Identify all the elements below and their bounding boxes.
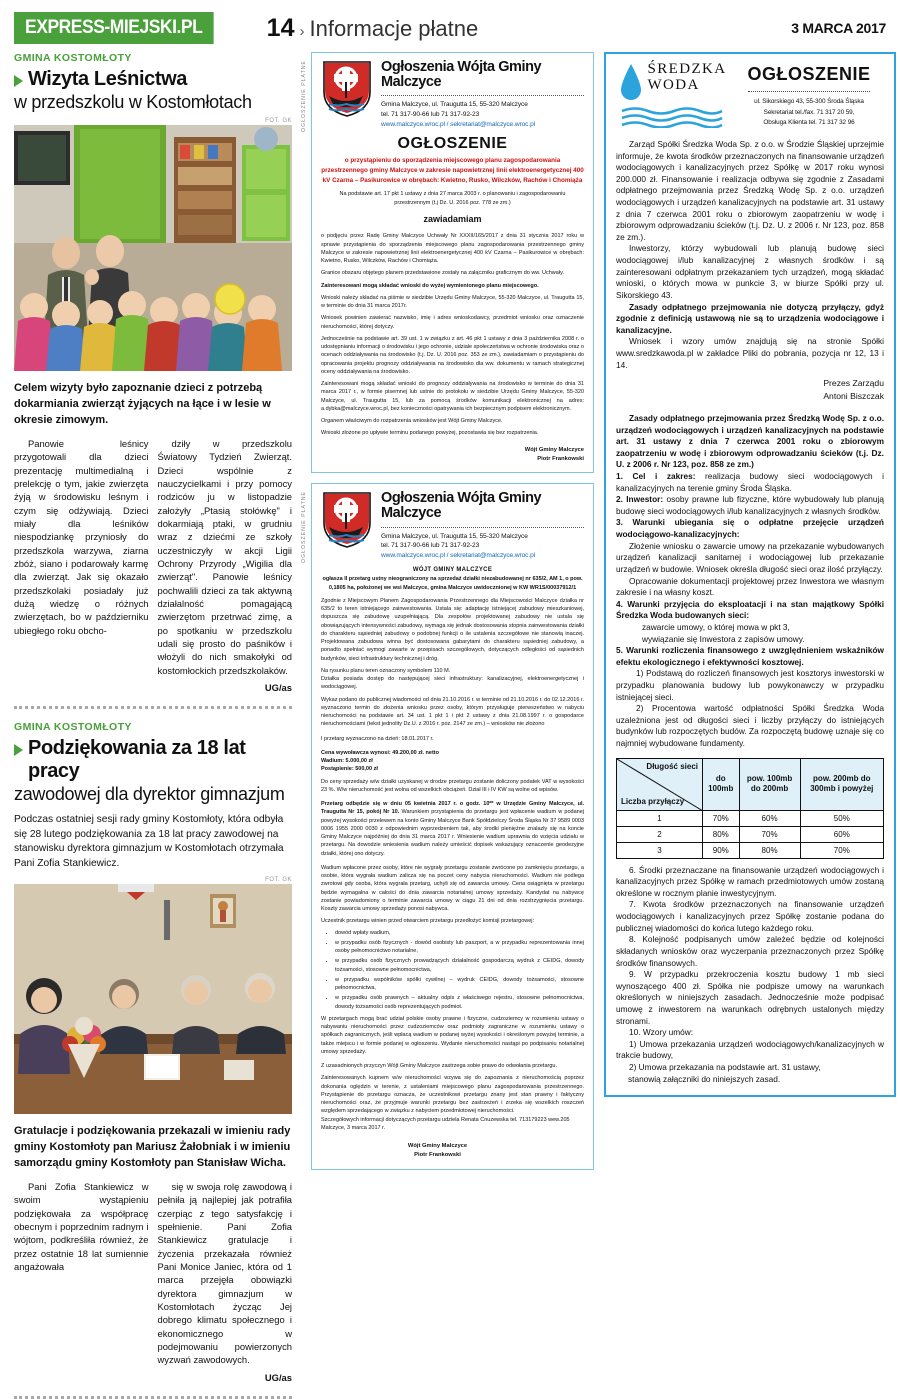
- rule-5-label: 5. Warunki rozliczenia finansowego z uwzględnieniem wskaźników efektu ekologicznego i efektywności kosztowej.: [616, 645, 884, 667]
- right-ads-column: [604, 52, 896, 1251]
- paid-ad-label: OGŁOSZENIE PŁATNE: [301, 60, 307, 132]
- logo-line-1: ŚREDZKA: [647, 61, 727, 77]
- ad-paragraph: Wnioski należy składać na piśmie w siedzibie Urzędu Gminy Malczyce, 55-320 Malczyce, ul. Traugutta 15, w terminie do dnia 31 marca 2017r.: [321, 294, 584, 310]
- rule-10-3: stanowią załączniki do niniejszych zasad.: [628, 1073, 781, 1084]
- cell-value: 60%: [800, 826, 883, 842]
- list-item: • w przypadku wspólników spółki cywilnej – wydruk CEIDG, dowody tożsamości, stosowne pełnomocnictwa,: [335, 976, 584, 993]
- photo-illustration: [14, 884, 292, 1114]
- ad-header: [321, 491, 584, 561]
- rule-9: 9. W przypadku przekroczenia kosztu budowy 1 mb sieci wynoszącego 400 zł. Spółka nie podpisze umowy na warunkach określonych w niniejszych zasadach. Jednocześnie może podpisać umowę z inwestorem na warunkach odrębnych ustalonych między stronami.: [616, 969, 884, 1026]
- ad-contact: [381, 532, 584, 562]
- rule-4-text-1: zawarcie umowy, o której mowa w pkt 3,: [642, 621, 790, 632]
- ad-heading: OGŁOSZENIE: [747, 64, 871, 84]
- table-row: [617, 842, 884, 858]
- column-header-3: pow. 200mb do 300mb i powyżej: [800, 758, 883, 810]
- list-item: • dowód wpłaty wadium,: [335, 929, 584, 937]
- cell-value: 80%: [703, 826, 740, 842]
- divider: [381, 95, 584, 96]
- row-label: 1: [617, 810, 703, 826]
- body-text: dziły w przedszkolu Światowy Tydzień Zwierząt. Dzieci wspólnie z nauczycielkami i przy pomocy rodziców ju w listopadzie założyły „Ptasią stołówkę" i dokarmiają ptaki, w grudniu wraz z dziećmi ze szkoły uczestniczyły w akcji Ligii Ochrony Przyrody „Wigilia dla zwierząt". Panowie leśnicy pochwalili dzieci za tak aktywną działalność pomagającą zwierzętom przetrwać zimę, a po spotkaniu w przedszkolu udali się prosto do paśników i włożyli do nich smakołyki od kostomłockich przedszkolaków.: [157, 437, 292, 676]
- section-title: Informacje płatne: [309, 15, 479, 41]
- article-lead: Gratulacje i podziękowania przekazali w imieniu rady gminy Kostomłoty pan Mariusz Żałobniak i w imieniu samorządu gminy Kostomłoty pan Stanisław Wicha.: [14, 1125, 291, 1169]
- ad-header: [616, 62, 884, 133]
- divider: [748, 91, 870, 92]
- malczyce-coat-of-arms-icon: [321, 60, 373, 123]
- cell-value: 70%: [800, 842, 883, 858]
- ad-paragraph: Zainteresowani mogą składać wnioski do prognozy oddziaływania na środowisko w terminie do dnia 31 marca 2017 r., w formie pisemnej lub ustnie do protokołu w siedzibie Urzędu Gminy Malczyce, 55-320 Malczyce, ul. Traugutta 15, lub za pomocą środków komunikacji elektronicznej na adres: a.dybka@malczyce.wroc.pl, bez konieczności opatrywania ich bezpiecznym podpisem elektronicznym.: [321, 381, 584, 412]
- ad-box: [311, 483, 594, 1169]
- signature-title: Wójt Gminy Malczyce: [407, 1143, 468, 1149]
- ad-subheading: o przystąpieniu do sporządzenia miejscowego planu zagospodarowania przestrzennego gminy Malczyce w zakresie napowietrznej linii elektroenergetycznej 400 kV Czarna – Pasikurowice w obrębach: Kwietno, Rusko, Wilczków, Rachów i Chomiąża: [321, 157, 584, 184]
- ad-rules-continued: [616, 865, 884, 1086]
- arrow-bullet-icon: [14, 75, 23, 87]
- article-intro: Podczas ostatniej sesji rady gminy Kostomłoty, która odbyła się 28 lutego podziękowania za 18 lat pracy zawodowej na stanowisku dyrektora gimnazjum w Kostomłotach otrzymała Pani Zofia Stankiewicz.: [14, 813, 284, 870]
- ad-contact: [734, 97, 884, 129]
- rule-3-text-2: Opracowanie dokumentacji projektowej przez Inwestora we własnym zakresie i na własny koszt.: [616, 575, 884, 598]
- list-item: • w przypadku osób fizycznych prowadzących działalność gospodarczą wydruk z CEIDG, dowody tożsamości, stosowne pełnomocnictwa,: [335, 957, 584, 974]
- article-headline: Podziękowania za 18 lat pracy: [28, 737, 246, 782]
- issue-date: 3 MARCA 2017: [791, 20, 886, 36]
- contact-web[interactable]: www.malczyce.wroc.pl / sekretariat@malczyce.wroc.pl: [381, 121, 536, 129]
- ad-rules: [616, 413, 884, 750]
- ad-declaration: zawiadamiam: [423, 213, 482, 224]
- rule-3-label: 3. Warunki ubiegania się o odpłatne przejęcie urządzeń wodociągowo-kanalizacyjnych:: [616, 517, 884, 540]
- cell-value: 70%: [703, 810, 740, 826]
- ad-body: [321, 190, 584, 437]
- rule-10-1: 1) Umowa przekazania urządzeń wodociągowych/kanalizacyjnych w trakcie budowy,: [616, 1038, 884, 1061]
- ad-paragraph: Inwestorzy, którzy wybudowali lub planują budowę sieci wodociągowej i/lub kanalizacyjnej z własnych środków i są zainteresowani odpłatnym przekazaniem tych urządzeń, mogą składać wnioski, o których mowa w punkcie 3, w biurze Spółki przy ul. Sikorskiego 43.: [616, 243, 884, 300]
- ad-paragraph: Zarząd Spółki Średzka Woda Sp. z o.o. w Środzie Śląskiej uprzejmie informuje, że kwota środków przeznaczonych na finansowanie urządzeń wodociągowych i kanalizacyjnych przez Spółkę w 2017 roku wynosi 200.000 zł. Finansowanie i realizacja odbywa się zgodnie z Zasadami odpłatnego przejmowania przez Średzką Wodę Sp. z o.o. urządzeń wodociągowych i urządzeń kanalizacyjnych na podstawie art. 31 ustawy z dnia 7 czerwca 2001 roku o zbiorowym zaopatrzeniu w wodę i zbiorowym odprowadzaniu ścieków (t.j. Dz. U. z 2006 r. Nr 123, poz. 858 ze zm.).: [616, 139, 884, 242]
- ad-body: [321, 597, 584, 1132]
- ad-paragraph: Wnioski złożone po upływie terminu podanego powyżej, pozostawia się bez rozpatrzenia.: [321, 430, 539, 437]
- contact-phone: tel. 71 317-90-66 lub 71 317-92-23: [381, 111, 480, 119]
- body-column-left: [14, 1180, 149, 1384]
- contact-address: Gmina Malczyce, ul. Traugutta 15, 55-320 Malczyce: [381, 532, 528, 540]
- rule-1-text: realizacja budowy sieci wodociągowych i kanalizacyjnych na terenie gminy Środa Śląska.: [616, 471, 885, 493]
- ad-malczyce-przetarg: [302, 483, 594, 1169]
- malczyce-coat-of-arms-icon: [321, 491, 373, 554]
- column-header-2: pow. 100mb do 200mb: [739, 758, 800, 810]
- list-item: • w przypadku osób prawnych – aktualny odpis z właściwego rejestru, stosowne pełnomocnictwa, dowody tożsamości osób reprezentujących podmiot.: [335, 994, 584, 1011]
- ad-paragraph: o podjęciu przez Radę Gminy Malczyce Uchwały Nr XXXII/165/2017 z dnia 31 stycznia 2017 roku w sprawie przystąpienia do sporządzenia miejscowego planu zagospodarowania przestrzennego gminy Malczyce w zakresie napowietrznej linii elektroenergetycznej 400 kV Czarna – Pasikurowice w obrębach: Kwietno, Rusko, Wilczków, Rachów i Chomiąża.: [321, 233, 584, 265]
- rule-6: 6. Środki przeznaczane na finansowanie urządzeń wodociągowych i kanalizacyjnych przez Spółkę w ramach przedmiotowych umów zostaną określone w rocznym planie inwestycyjnym.: [616, 864, 884, 898]
- ad-auction-datetime: Przetarg odbędzie się w dniu 05 kwietnia 2017 r. o godz. 10ºº w Urzędzie Gminy Malczyce, ul. Traugutta Nr 15, pokój Nr 10.: [321, 801, 584, 816]
- article-body: [14, 1180, 292, 1384]
- ad-paragraph: Z uzasadnionych przyczyn Wójt Gminy Malczyce zastrzega sobie prawo do odwołania przetargu.: [321, 1063, 557, 1069]
- ad-heading: WÓJT GMINY MALCZYCE: [412, 567, 493, 574]
- article-subhead: zawodowej dla dyrektor gimnazjum: [14, 784, 285, 805]
- ad-sredzka-woda: [604, 52, 896, 1097]
- ad-paragraph: Wykaz podano do publicznej wiadomości od dnia 21.10.2016 r. w terminie od 21.10.2016 r. do 02.12.2016 r. wyznaczono termin do złożenia wniosku przez osoby, którym przysługuje pierwszeństwo w nabyciu nieruchomości na podstawie art. 34 ust. 1 pkt 1 i pkt 2 ustawy z dnia 21.08.1997 r. o gospodarce nieruchomościami (tekst jednolity Dz.U. z 2016 r. poz. 2147 ze zm.) – wniosków nie złożono: [321, 696, 584, 728]
- ad-paragraph: Wadium wpłacone przez osoby, które nie wygrały przetargu zostanie zwrócone po zamknięciu przetargu, a osobie, która wygrała wadium zalicza się na poczet ceny nabycia nieruchomości. Wadium nie podlega zwrotowi gdy osoba, która wygrała przetarg, uchyli się od zawarcia umowy. Cena osiągnięta w przetargu będzie wymagalna w całości do dnia zawarcia notarialnej umowy sprzedaży. Kandydat na nabywcę zostanie powiadomiony o terminie zawarcia umowy w ciągu 21 dni od dnia rozstrzygnięcia przetargu. Koszty zawarcia umowy sprzedaży ponosi nabywca.: [321, 864, 584, 912]
- list-item: • w przypadku osób fizycznych - dowód osobisty lub paszport, a w przypadku reprezentowania innej osoby pełnomocnictwo notarialne,: [335, 939, 584, 956]
- table-corner-cell: [617, 758, 703, 810]
- ad-paragraph: Wniosek i wzory umów znajdują się na stronie Spółki www.sredzkawoda.pl w zakładce Pliki do pobrania, pozycja nr 12, 13 i 14.: [616, 336, 884, 370]
- rule-2-label: 2. Inwestor:: [616, 494, 664, 505]
- ad-header: [321, 60, 584, 130]
- ad-paragraph: Zainteresowanych kupnem w/w nieruchomości wzywa się do zapoznania z nieruchomością poprzez dokonania oględzin w terenie, z ustaleniami miejscowego planu zagospodarowania przestrzennego. Przystąpienie do przetargu oznacza, że uczestnikowi przetargu znany jest stan prawny i faktyczny nieruchomości oraz, że przyjmuje warunki przetargu bez zastrzeżeń i zrzeka się wszelkich roszczeń względem sprzedającego w związku z nabyciem przedmiotowej nieruchomości.: [321, 1075, 584, 1115]
- row-label: 2: [617, 826, 703, 842]
- article-kicker: GMINA KOSTOMŁOTY: [14, 52, 132, 64]
- article-headline: Wizyta Leśnictwa: [28, 68, 188, 90]
- ad-paragraph: Warunkiem przystąpienia do przetargu jest wpłacenie wadium w podanej powyżej wysokości przelewem na konto Gminy Malczyce Bank Spółdzielczy Środa Śląska Nr 37 9589 0003 0006 1955 2000 0030 z odpowiednim wyprzedzeniem tak, aby środki pieniężne znalazły się na koncie Gminy Malczyce najpóźniej do dnia 31 marca 2017 r. Wniesienie wadium uprawnia do wzięcia udziału w przetargu. Na dowodzie wniesienia wadium należy umieścić dopisek wskazujący oznaczenie geodezyjne działki, której ono dotyczy.: [321, 809, 585, 857]
- table-row: [617, 826, 884, 842]
- contact-web[interactable]: www.malczyce.wroc.pl / sekretariat@malczyce.wroc.pl: [381, 552, 536, 560]
- page-columns: [0, 46, 900, 1383]
- photo-credit: FOT. GK: [265, 118, 292, 125]
- signature-name: Piotr Frankowski: [414, 1152, 461, 1159]
- corner-label-top: Długość sieci: [646, 761, 698, 771]
- editorial-column: [14, 52, 292, 1383]
- section-divider: [14, 706, 292, 709]
- divider: [381, 527, 584, 528]
- signature-title: Wójt Gminy Malczyce: [524, 446, 584, 453]
- contact-address: ul. Sikorskiego 43, 55-300 Środa Śląska: [754, 98, 864, 105]
- masthead: [0, 0, 900, 46]
- photo-illustration: [14, 125, 292, 371]
- ad-body: [616, 139, 884, 371]
- article-kicker: GMINA KOSTOMŁOTY: [14, 721, 132, 734]
- ad-signature: [321, 1142, 584, 1161]
- body-text: Pani Zofia Stankiewicz w swoim wystąpieniu podziękowała za współpracę obecnym i poprzednim radnym i wójtom, podkreśliła również, że przez ostatnie 18 lat sumiennie angażowała: [14, 1180, 149, 1272]
- ad-signature: [321, 446, 584, 465]
- column-header-1: do 100mb: [703, 758, 740, 810]
- signature-name: Antoni Biszczak: [823, 391, 884, 402]
- table-header-row: [617, 758, 884, 810]
- article-photo-council: [14, 884, 292, 1114]
- ad-requirements-list: [321, 929, 584, 1011]
- rule-10: 10. Wzory umów:: [629, 1027, 694, 1038]
- article-lead: Celem wizyty było zapoznanie dzieci z potrzebą dokarmiania zwierząt żyjących na łące i w lesie w okresie zimowym.: [14, 382, 271, 426]
- ad-paragraph: Na rysunku planu teren oznaczony symbolem 110 M.: [321, 667, 451, 674]
- page-number: 14: [266, 13, 295, 42]
- cell-value: 80%: [739, 842, 800, 858]
- contact-customer-service: Obsługa Klienta tel. 71 317 32 96: [763, 119, 855, 127]
- rule-8: 8. Kolejność podpisanych umów zależeć będzie od kolejności składanych wniosków oraz wyczerpania przeznaczonych przez Spółkę środków finansowych.: [616, 934, 884, 968]
- water-drop-icon: [618, 62, 644, 106]
- article-body: [14, 437, 292, 695]
- ad-deposit: Wadium: 5.000,00 zł: [321, 758, 373, 764]
- rule-5-text-1: 1) Podstawą do rozliczeń finansowych jest kosztorys inwestorski w przypadku planowania budowy lub powykonawczy w przypadku istniejącej sieci.: [616, 668, 884, 702]
- rule-7: 7. Kwota środków przeznaczonych na finansowanie urządzeń wodociągowych i kanalizacyjnych przez Spółkę zostanie podana do publicznej wiadomości do końca lutego każdego roku.: [616, 899, 884, 933]
- cell-value: 50%: [800, 810, 883, 826]
- publication-logo[interactable]: EXPRESS-MIEJSKI.PL: [14, 12, 213, 44]
- contact-address: Gmina Malczyce, ul. Traugutta 15, 55-320 Malczyce: [381, 101, 528, 109]
- rule-5-text-2: 2) Procentowa wartość odpłatności Spółki Średzka Woda uzależniona jest od długości sieci i liczby przyłączy do istniejących budynków lub rozpoczętych budów. Za rozpoczętą budowę uznaje się co najmniej wybudowane fundamenty.: [616, 703, 884, 749]
- ad-title: Ogłoszenia Wójta Gminy Malczyce: [381, 59, 542, 91]
- contact-secretariat: Sekretariat tel./fax. 71 317 20 59,: [763, 108, 855, 116]
- article-wizyta-lesnictwa: [14, 52, 292, 694]
- ad-paragraph: Na podstawie art. 17 pkt 1 ustawy z dnia 27 marca 2003 r. o planowaniu i zagospodarowaniu przestrzennym (t.j Dz. U. 2016 poz. 778 ze zm.): [339, 191, 566, 206]
- ad-paragraph: Jednocześnie na podstawie art. 39 ust. 1 w związku z art. 46 pkt 1 ustawy z dnia 3 października 2008 r. o udostępnianiu informacji o środowisku i jego ochronie, udziale społeczeństwa w ochronie środowiska oraz o ocenach oddziaływania na środowisko (t.j. Dz. U. 2016 poz. 353 ze zm.), zawiadamiam o przystąpieniu do opracowania projektu prognozy oddziaływania na środowisko dla ww. dokumentu w ramach strategicznej oceny oddziaływania na środowisko.: [321, 335, 584, 375]
- cell-value: 90%: [703, 842, 740, 858]
- rule-4-text-2: wywiązanie się Inwestora z zapisów umowy.: [642, 633, 805, 644]
- ad-paragraph: Działka posiada dostęp do następującej sieci infrastruktury: kanalizacyjnej, elektroenergetycznej i wodociągowej.: [321, 676, 584, 691]
- arrow-bullet-icon: [14, 744, 23, 756]
- ad-paragraph: I przetarg wyznaczono na dzień: 18.01.2017 r.: [321, 735, 434, 742]
- rule-3-text-1: Złożenie wniosku o zawarcie umowy na przekazanie wybudowanych urządzeń kanalizacji sanitarnej i wodociągowej lub przekazanie urządzeń w budowie. Wniosek określa długość sieci oraz ilość przyłączy.: [616, 540, 884, 574]
- ad-bid-step: Postąpienie: 500,00 zł: [321, 766, 378, 773]
- waves-icon: [620, 106, 724, 128]
- logo-line-2: WODA: [647, 76, 700, 93]
- rules-intro: Zasady odpłatnego przejmowania przez Średzką Wodę Sp. z o.o. urządzeń wodociągowych i urządzeń kanalizacyjnych na podstawie art. 31 ustawy z dnia 7 czerwca 2001 roku o zbiorowym zaopatrzeniu w wodę i zbiorowym odprowadzaniu ścieków (t.j. Dz. U. z 2006 r. Nr 123, poz. 858 ze zm.): [616, 412, 884, 470]
- body-text: Panowie leśnicy przygotowali dla dzieci prezentację multimedialną i prelekcję o tym, jakie zwierzęta żyją w środowisku leśnym i czym się odżywiają. Dzieci miały dla leśników niespodziankę przyniosły do przedszkola warzywa, ziarna zbóż, siano i podarowały karmę dla zwierząt. Jak się okazało przedszkolaki posiadały już dużą wiedzę o różnych zwierzętach, bo w październiku ubiegłego roku obcho-: [14, 437, 149, 636]
- paid-ad-label: OGŁOSZENIE PŁATNE: [301, 491, 307, 564]
- ad-paragraph-bold: Zainteresowani mogą składać wnioski do wyżej wymienionego planu miejscowego.: [321, 282, 539, 289]
- article-signature: UG/as: [264, 1371, 292, 1383]
- ad-contact: [381, 100, 584, 130]
- body-column-left: [14, 437, 149, 695]
- chevron-right-icon: ›: [299, 22, 305, 40]
- article-photo-kindergarten: [14, 125, 292, 371]
- ad-paragraph: Wniosek powinien zawierać nazwisko, imię i adres wnioskodawcy, przedmiot wniosku oraz oznaczenie nieruchomości, której dotyczy.: [321, 315, 584, 330]
- corner-label-bottom: Liczba przyłączy: [621, 797, 685, 807]
- ad-box: [311, 52, 594, 473]
- table-row: [617, 810, 884, 826]
- ad-paragraph: W przetargach mogą brać udział polskie osoby prawne i fizyczne, cudzoziemcy w rozumieniu ustawy o nabywaniu nieruchomości przez cudzoziemców oraz podmioty zagraniczne w rozumieniu ustawy o spółkach zagranicznych, jeśli wpłacą wadium w podanej wyżej wysokości i określonym powyżej terminie, a także miejscu i w formie podanej w ogłoszeniu. Wydanie nieruchomości nastąpi po podpisaniu notarialnej umowy sprzedaży.: [321, 1015, 584, 1055]
- article-subhead: w przedszkolu w Kostomłotach: [14, 92, 252, 113]
- ad-title: Ogłoszenia Wójta Gminy Malczyce: [381, 490, 542, 522]
- ad-contact-person: Szczegółowych informacji dotyczących przetargu udziela Renata Cnuzewska tel. 713179223 wew.205: [321, 1116, 570, 1123]
- ad-signature: [616, 377, 884, 403]
- ad-paragraph: Organem właściwym do rozpatrzenia wniosków jest Wójt Gminy Malczyce.: [321, 418, 503, 425]
- rule-10-2: 2) Umowa przekazania na podstawie art. 31 ustawy,: [629, 1062, 821, 1072]
- ad-paragraph: Granice obszaru objętego planem przedstawione zostały na załączniku graficznym do ww. Uchwały.: [321, 270, 564, 277]
- article-signature: UG/as: [264, 682, 292, 694]
- rule-2-text: osoby prawne lub fizyczne, które wybudowały lub planują budowę sieci wodociągowych i/lub kanalizacyjnych z własnych środków.: [616, 494, 884, 516]
- rule-1-label: 1. Cel i zakres:: [616, 471, 696, 482]
- signature-name: Piotr Frankowski: [537, 455, 584, 462]
- contact-phone: tel. 71 317-90-66 lub 71 317-92-23: [381, 542, 480, 550]
- body-text: się w swoja rolę zawodową i pełniła ją najlepiej jak potrafiła czerpiąc z tego satysfakcję i spełnienie. Pani Zofia Stankiewicz gratulacje i życzenia przekazała również Pani Monice Janiec, która od 1 marca przejęła obowiązki dyrektora gimnazjum w Kostomłotach życząc Jej dobrego klimatu społecznego i ekonomicznego w podejmowaniu powierzonych wyzwań zawodowych.: [157, 1180, 292, 1366]
- article-podziekowania: [14, 721, 292, 1399]
- ad-place-date: Malczyce, 3 marca 2017 r.: [321, 1124, 386, 1131]
- ad-paragraph: Zgodnie z Miejscowym Planem Zagospodarowania Przestrzennego dla Miejscowości Malczyce działka nr 635/2 to teren istniejącego zainwestowania. Ustala się: adaptację istniejącej zabudowy mieszkaniowej, dopuszcza się zabudowę uzupełniającą. Dla zespołów projektowanej zabudowy nie ustala się obowiązujących intensywności zabudowy, wymaga się jednak dostosowania stopnia zainwestowania działki do charakteru sąsiedniej zabudowy o podobnej funkcji o ile ustalenia szczegółowe nie stanowią inaczej. Projektowana zabudowa winna być dostosowana gabarytami do charakteru sąsiedniej zabudowy, a ponadto spełniać wymogi zawarte w przepisach szczegółowych, dotyczących odległości od sąsiednich budynków, sieci infrastruktury technicznej i dróg.: [321, 597, 584, 662]
- ad-price-start: Cena wywoławcza wynosi: 49.200,00 zł. netto: [321, 749, 439, 756]
- ad-paragraph: Uczestnik przetargu winien przed otwarciem przetargu przedłożyć komisji przetargowej:: [321, 918, 535, 925]
- body-column-right: [158, 1180, 293, 1384]
- breadcrumb: [267, 14, 479, 43]
- cell-value: 70%: [739, 826, 800, 842]
- ad-subheading: ogłasza II przetarg ustny nieograniczony na sprzedaż działki niezabudowanej nr 635/2, AM 1, o pow. 0,1805 ha, położonej we wsi Malczyce, gmina Malczyce uwidocznionej w KW WR1S/00037912/1: [322, 576, 583, 591]
- ad-paragraph: Do ceny sprzedaży w/w działki uzyskanej w drodze przetargu zostanie doliczony podatek VAT w wysokości 23 %. W/w nieruchomość jest wolna od wszelkich obciążeń. Dział III i IV KW są wolne od wpisów.: [321, 778, 584, 793]
- photo-credit: FOT. GK: [265, 877, 292, 884]
- ad-heading: OGŁOSZENIE: [397, 135, 508, 153]
- rule-4-label: 4. Warunki przyjęcia do eksploatacji i na stan majątkowy Spółki Średzka Woda budowanych sieci:: [616, 598, 884, 621]
- sredzka-woda-logo: [616, 62, 728, 133]
- signature-title: Prezes Zarządu: [823, 378, 884, 389]
- cell-value: 60%: [739, 810, 800, 826]
- ad-paragraph-bold: Zasady odpłatnego przejmowania nie dotyczą przyłączy, gdyż zgodnie z definicją ustawową nie są to urządzenia wodociągowe i kanalizacyjne.: [616, 301, 884, 335]
- middle-ads-column: [302, 52, 594, 1251]
- row-label: 3: [617, 842, 703, 858]
- body-column-right: [158, 437, 293, 695]
- rates-table: [616, 758, 884, 859]
- ad-malczyce-plan: [302, 52, 594, 473]
